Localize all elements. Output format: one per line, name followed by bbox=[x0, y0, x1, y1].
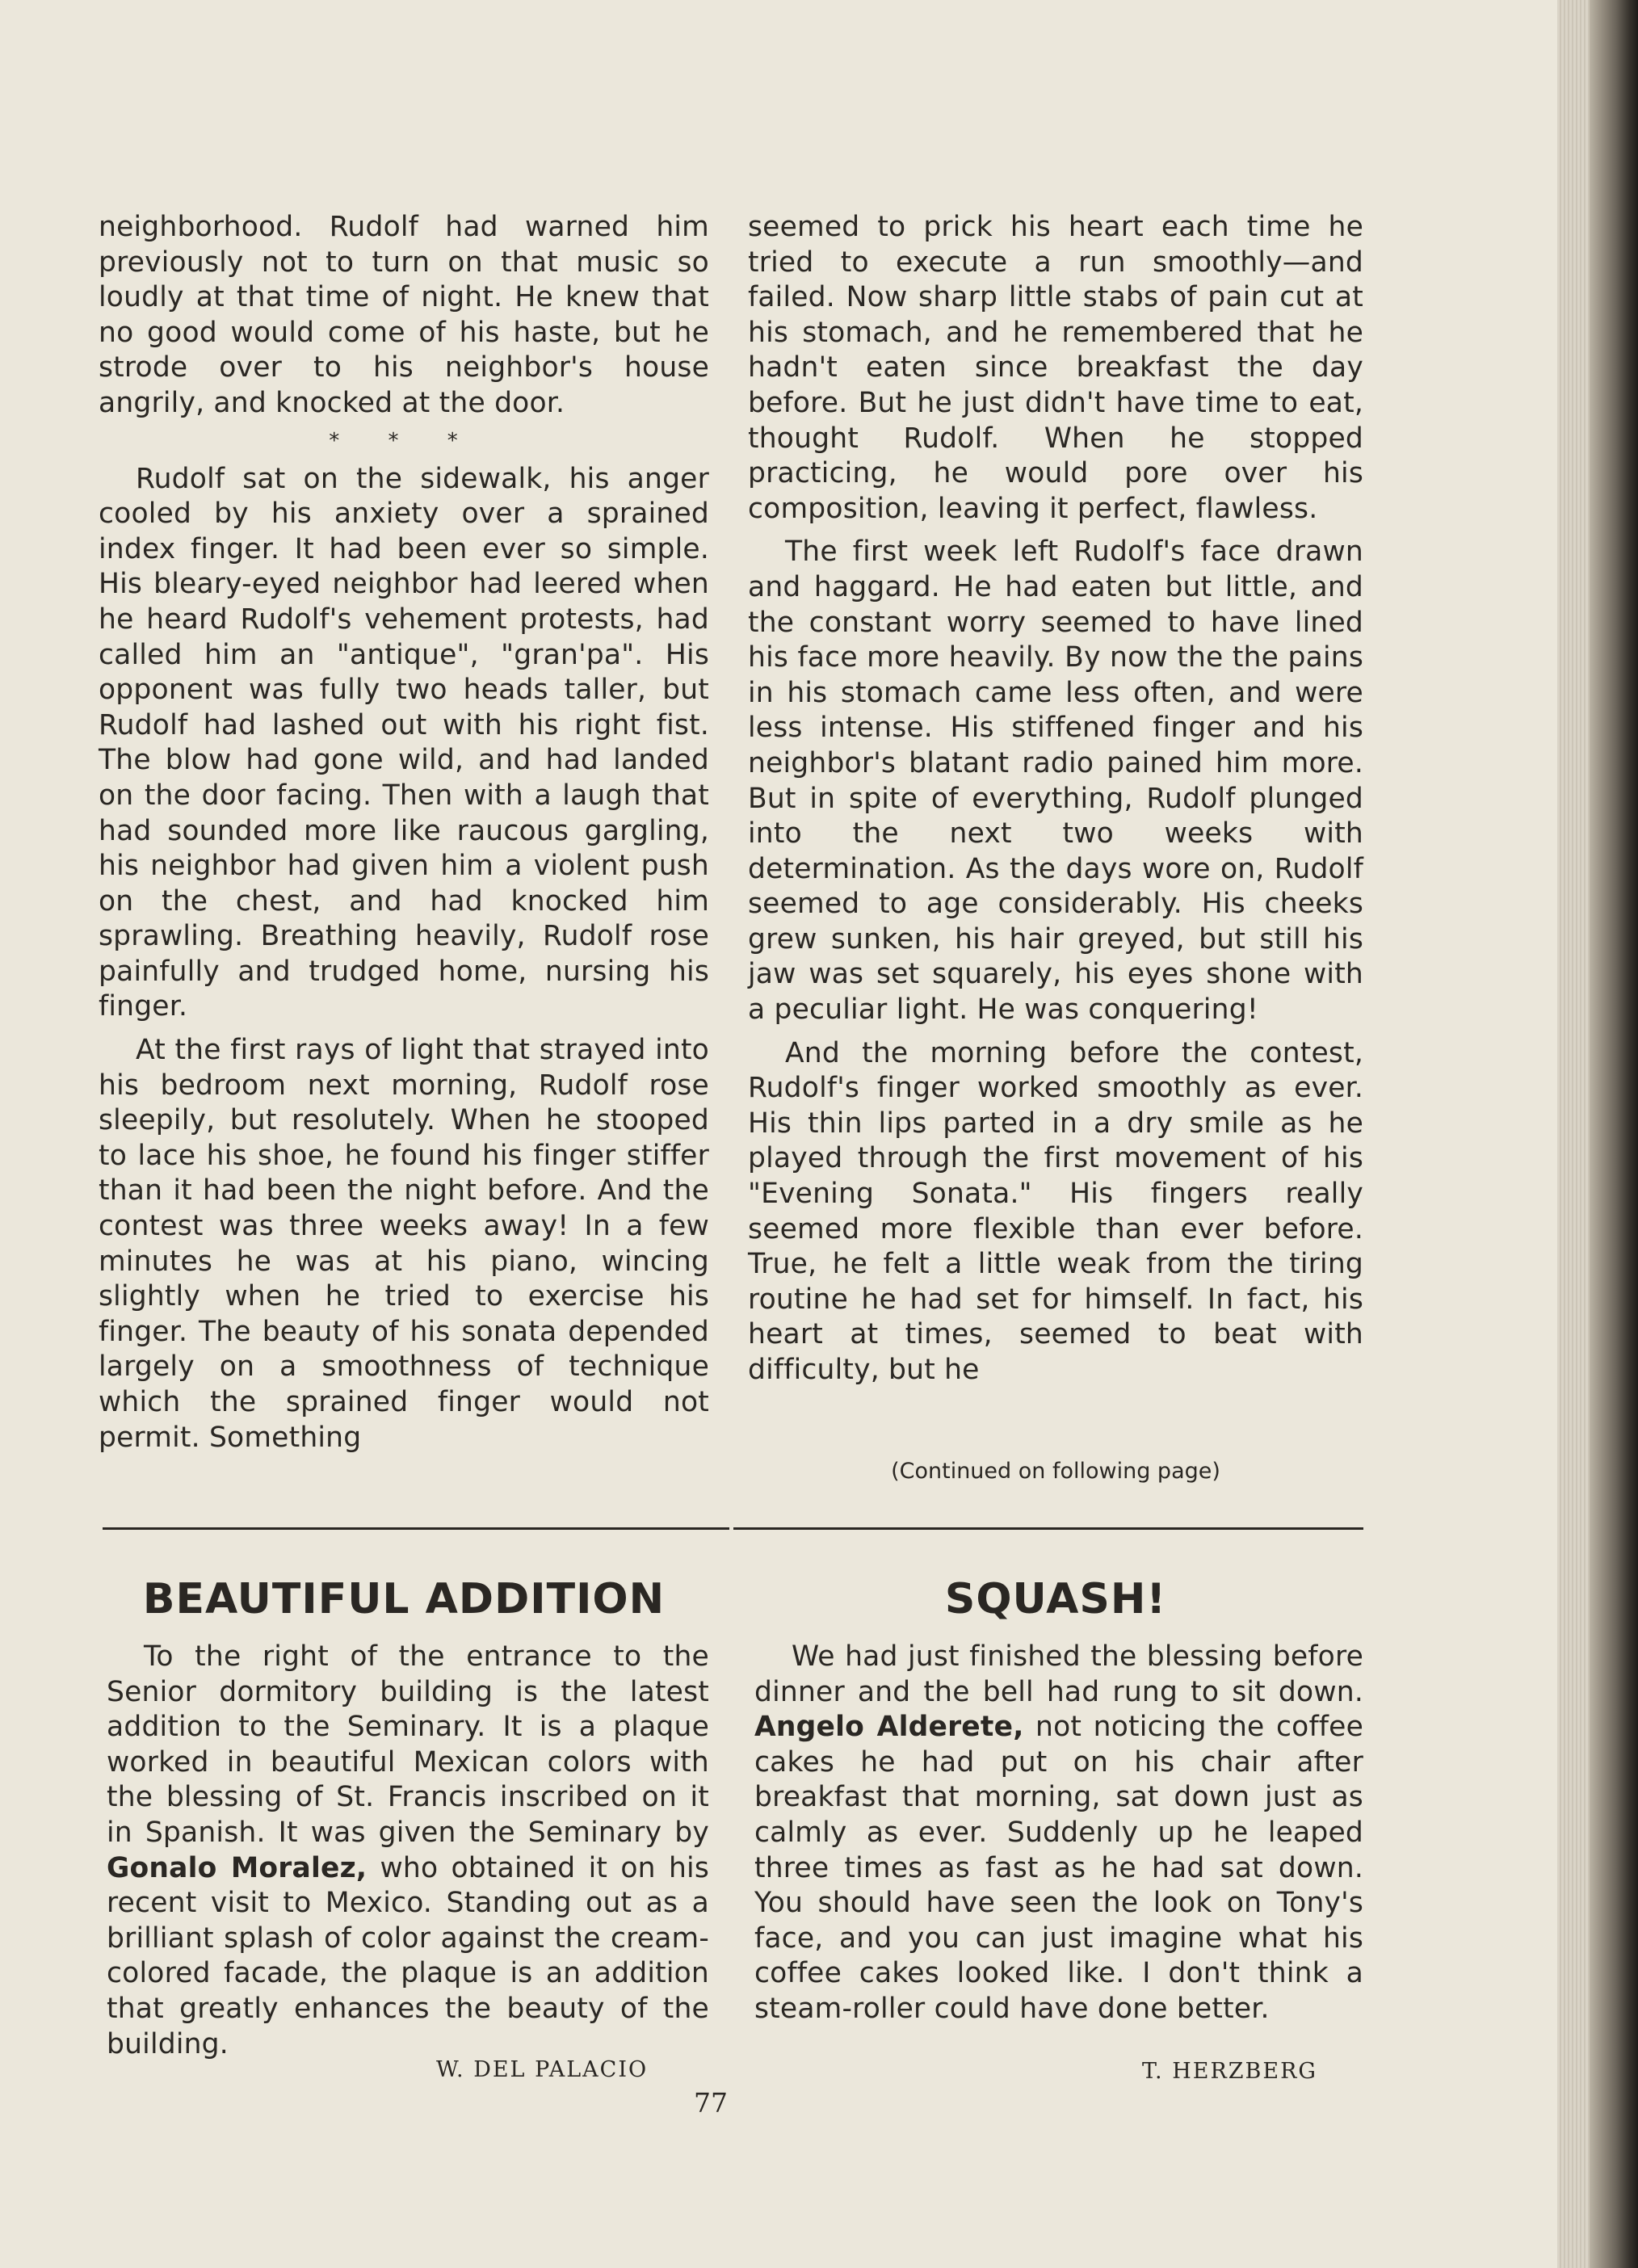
story-paragraph: seemed to prick his heart each time he tried to execute a run smoothly—and failed. Now sharp little stabs of pain cut at his stomach, and he remembered that he hadn't eaten since breakfast the day before. But he just didn't have time to eat, thought Rudolf. When he stopped practicing, he would pore over his composition, leaving it perfect, flawless. bbox=[748, 211, 1363, 525]
story-paragraph: neighborhood. Rudolf had warned him previously not to turn on that music so loudly at that time of night. He knew that no good would come of his haste, but he strode over to his neighbor's house angrily, and knocked at the door. bbox=[99, 211, 709, 419]
divider-rule bbox=[733, 1527, 1363, 1530]
bold-name: Gonalo Moralez, bbox=[107, 1851, 368, 1884]
bold-name: Angelo Alderete, bbox=[754, 1711, 1024, 1744]
section-separator: * * * bbox=[329, 428, 479, 453]
story-column-right bbox=[748, 210, 1363, 1388]
article-text: To the right of the entrance to the Senior dormitory building is the latest addition to the Seminary. It is a plaque worked in beautiful Mexican colors with the blessing of St. Francis inscribed on it in Spanish. It was given the Seminary by bbox=[107, 1640, 709, 1849]
page-number: 77 bbox=[694, 2087, 728, 2119]
story-paragraph: And the morning before the contest, Rudolf's finger worked smoothly as ever. His thin lips parted in a dry smile as he played through the first movement of his "Evening Sonata." His fingers really seemed more flexible than ever before. True, he felt a little weak from the tiring routine he had set for himself. In fact, his heart at times, seemed to beat with difficulty, but he bbox=[748, 1036, 1363, 1386]
continued-note: (Continued on following page) bbox=[891, 1459, 1220, 1484]
page-edges bbox=[1557, 0, 1590, 2268]
article-paragraph bbox=[107, 1640, 709, 2062]
book-spine bbox=[1590, 0, 1638, 2268]
divider-rule bbox=[103, 1527, 729, 1530]
article-text: We had just finished the blessing before dinner and the bell had rung to sit down. bbox=[754, 1640, 1363, 1708]
article-paragraph bbox=[754, 1640, 1363, 2027]
article-text: who obtained it on his recent visit to Mexico. Standing out as a brilliant splash of color against the cream-colored facade, the plaque is an addition that greatly enhances the beauty of the building. bbox=[107, 1851, 709, 2060]
story-paragraph: At the first rays of light that strayed into his bedroom next morning, Rudolf rose sleepily, but resolutely. When he stooped to lace his shoe, he found his finger stiffer than it had been the night before. And the contest was three weeks away! In a few minutes he was at his piano, wincing slightly when he tried to exercise his finger. The beauty of his sonata depended largely on a smoothness of technique which the sprained finger would not permit. Something bbox=[99, 1034, 709, 1454]
article-text: not noticing the coffee cakes he had put on his chair after breakfast that morning, sat down just as calmly as ever. Suddenly up he leaped three times as fast as he had sat down. You should have seen the look on Tony's face, and you can just imagine what his coffee cakes looked like. I don't think a steam-roller could have done better. bbox=[754, 1711, 1363, 2025]
article-body-right bbox=[754, 1640, 1363, 2027]
article-title-squash: SQUASH! bbox=[944, 1575, 1167, 1623]
story-column-left bbox=[99, 210, 709, 1455]
story-paragraph: The first week left Rudolf's face drawn and haggard. He had eaten but little, and the constant worry seemed to have lined his face more heavily. By now the the pains in his stomach came less often, and were less intense. His stiffened finger and his neighbor's blatant radio pained him more. But in spite of everything, Rudolf plunged into the next two weeks with determination. As the days wore on, Rudolf seemed to age considerably. His cheeks grew sunken, his hair greyed, but still his jaw was set squarely, his eyes shone with a peculiar light. He was conquering! bbox=[748, 536, 1363, 1027]
byline-left: W. DEL PALACIO bbox=[436, 2057, 649, 2082]
byline-right: T. HERZBERG bbox=[1142, 2059, 1317, 2084]
article-title-beautiful-addition: BEAUTIFUL ADDITION bbox=[142, 1575, 666, 1623]
story-paragraph: Rudolf sat on the sidewalk, his anger cooled by his anxiety over a sprained index finger. It had been ever so simple. His bleary-eyed neighbor had leered when he heard Rudolf's vehement protests, had called him an "antique", "gran'pa". His opponent was fully two heads taller, but Rudolf had lashed out with his right fist. The blow had gone wild, and had landed on the door facing. Then with a laugh that had sounded more like raucous gargling, his neighbor had given him a violent push on the chest, and had knocked him sprawling. Breathing heavily, Rudolf rose painfully and trudged home, nursing his finger. bbox=[99, 462, 709, 1023]
article-body-left bbox=[107, 1640, 709, 2062]
